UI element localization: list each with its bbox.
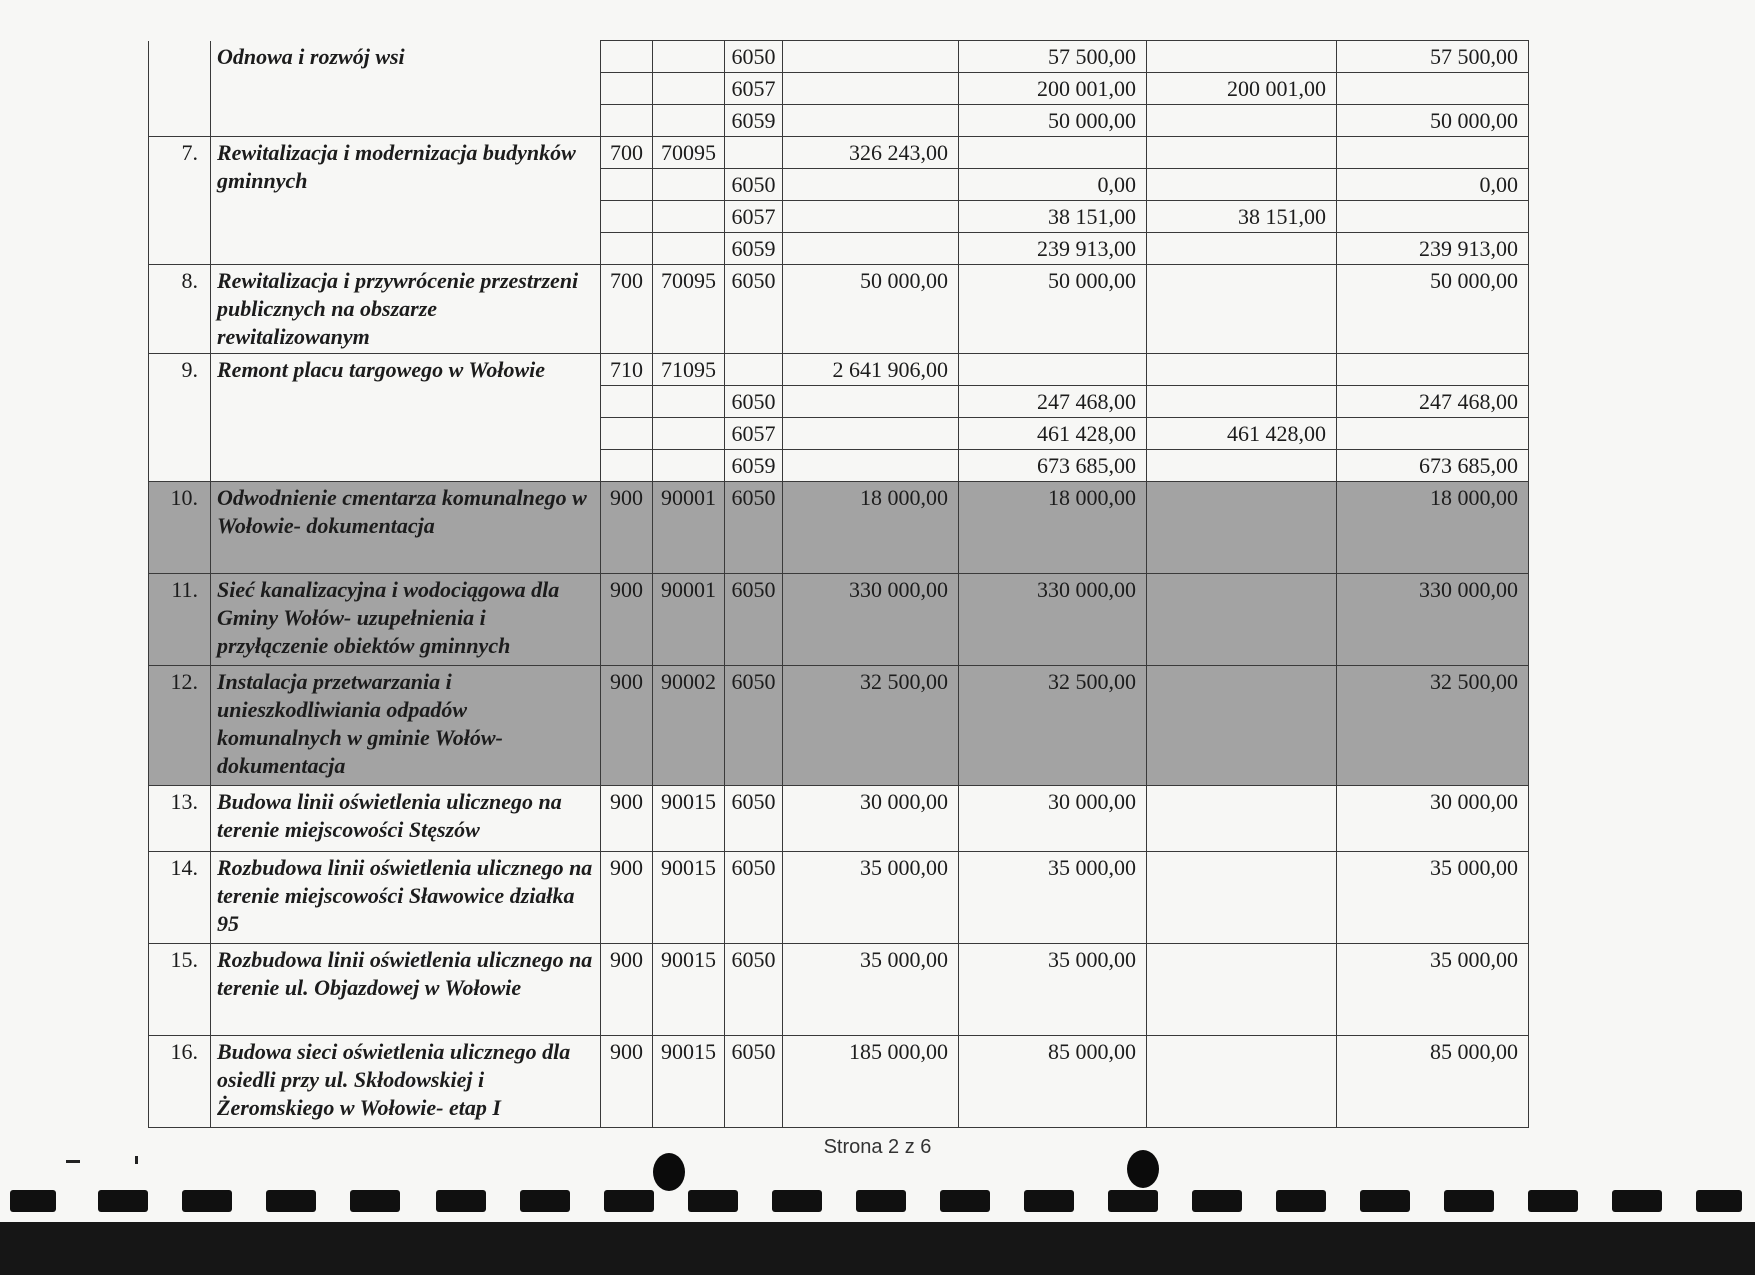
- own-funds-cell: 35 000,00: [1337, 852, 1529, 944]
- scan-mark: [135, 1156, 138, 1164]
- perforation-mark: [350, 1190, 400, 1212]
- row-number: 11.: [149, 574, 211, 666]
- dzial-cell: 900: [601, 574, 653, 666]
- own-funds-cell: 0,00: [1337, 169, 1529, 201]
- task-name: Sieć kanalizacyjna i wodociągowa dla Gminy Wołów- uzupełnienia i przyłączenie obiektów gminnych: [211, 574, 601, 666]
- total-value-cell: [783, 105, 959, 137]
- own-funds-cell: 673 685,00: [1337, 450, 1529, 482]
- row-number: 9.: [149, 354, 211, 482]
- plan-cell: 50 000,00: [959, 105, 1147, 137]
- own-funds-cell: [1337, 201, 1529, 233]
- plan-cell: 50 000,00: [959, 265, 1147, 354]
- total-value-cell: 50 000,00: [783, 265, 959, 354]
- paragraf-cell: 6057: [725, 201, 783, 233]
- plan-cell: 18 000,00: [959, 482, 1147, 574]
- perforation-mark: [688, 1190, 738, 1212]
- dzial-cell: [601, 73, 653, 105]
- rozdzial-cell: [653, 73, 725, 105]
- dzial-cell: [601, 105, 653, 137]
- dzial-cell: 900: [601, 666, 653, 786]
- total-value-cell: 185 000,00: [783, 1036, 959, 1128]
- paragraf-cell: [725, 137, 783, 169]
- perforation-mark: [1696, 1190, 1742, 1212]
- table-row: [149, 265, 1529, 354]
- table-row: [149, 41, 1529, 73]
- table-row: [149, 482, 1529, 574]
- dzial-cell: [601, 450, 653, 482]
- grant-cell: [1147, 386, 1337, 418]
- row-number: 15.: [149, 944, 211, 1036]
- dzial-cell: 900: [601, 944, 653, 1036]
- paragraf-cell: 6059: [725, 105, 783, 137]
- paragraf-cell: 6050: [725, 574, 783, 666]
- rozdzial-cell: 90001: [653, 482, 725, 574]
- dzial-cell: [601, 233, 653, 265]
- total-value-cell: 35 000,00: [783, 852, 959, 944]
- table-row: [149, 786, 1529, 852]
- grant-cell: [1147, 482, 1337, 574]
- plan-cell: 35 000,00: [959, 852, 1147, 944]
- table-row: [149, 852, 1529, 944]
- rozdzial-cell: [653, 105, 725, 137]
- plan-cell: 247 468,00: [959, 386, 1147, 418]
- perforation-mark: [1360, 1190, 1410, 1212]
- rozdzial-cell: 90002: [653, 666, 725, 786]
- table-row: [149, 354, 1529, 386]
- rozdzial-cell: [653, 169, 725, 201]
- grant-cell: 200 001,00: [1147, 73, 1337, 105]
- punch-hole: [653, 1153, 685, 1191]
- plan-cell: 461 428,00: [959, 418, 1147, 450]
- perforation-mark: [436, 1190, 486, 1212]
- plan-cell: 57 500,00: [959, 41, 1147, 73]
- total-value-cell: 32 500,00: [783, 666, 959, 786]
- own-funds-cell: 50 000,00: [1337, 265, 1529, 354]
- grant-cell: [1147, 450, 1337, 482]
- page-number: Strona 2 z 6: [823, 1136, 932, 1158]
- own-funds-cell: 35 000,00: [1337, 944, 1529, 1036]
- plan-cell: 35 000,00: [959, 944, 1147, 1036]
- dzial-cell: 710: [601, 354, 653, 386]
- perforation-mark: [1192, 1190, 1242, 1212]
- paragraf-cell: 6050: [725, 1036, 783, 1128]
- dzial-cell: [601, 169, 653, 201]
- rozdzial-cell: 90015: [653, 944, 725, 1036]
- row-number: 16.: [149, 1036, 211, 1128]
- perforation-mark: [772, 1190, 822, 1212]
- own-funds-cell: [1337, 418, 1529, 450]
- rozdzial-cell: [653, 418, 725, 450]
- rozdzial-cell: 70095: [653, 137, 725, 169]
- paragraf-cell: 6050: [725, 169, 783, 201]
- table-row: [149, 574, 1529, 666]
- grant-cell: [1147, 944, 1337, 1036]
- total-value-cell: [783, 418, 959, 450]
- rozdzial-cell: 90015: [653, 852, 725, 944]
- paragraf-cell: 6050: [725, 265, 783, 354]
- punch-hole: [1127, 1150, 1159, 1188]
- total-value-cell: 326 243,00: [783, 137, 959, 169]
- task-name: Rozbudowa linii oświetlenia ulicznego na terenie ul. Objazdowej w Wołowie: [211, 944, 601, 1036]
- total-value-cell: 2 641 906,00: [783, 354, 959, 386]
- dzial-cell: 700: [601, 137, 653, 169]
- paragraf-cell: 6057: [725, 418, 783, 450]
- plan-cell: 30 000,00: [959, 786, 1147, 852]
- task-name: Rewitalizacja i przywrócenie przestrzeni publicznych na obszarze rewitalizowanym: [211, 265, 601, 354]
- grant-cell: [1147, 169, 1337, 201]
- grant-cell: [1147, 852, 1337, 944]
- plan-cell: [959, 137, 1147, 169]
- rozdzial-cell: 90015: [653, 786, 725, 852]
- own-funds-cell: [1337, 354, 1529, 386]
- row-number: 14.: [149, 852, 211, 944]
- paragraf-cell: 6050: [725, 852, 783, 944]
- row-number: 10.: [149, 482, 211, 574]
- dzial-cell: [601, 201, 653, 233]
- rozdzial-cell: [653, 233, 725, 265]
- scan-bottom-edge: [0, 1222, 1755, 1275]
- own-funds-cell: [1337, 137, 1529, 169]
- total-value-cell: [783, 41, 959, 73]
- grant-cell: [1147, 105, 1337, 137]
- dzial-cell: [601, 386, 653, 418]
- grant-cell: [1147, 786, 1337, 852]
- own-funds-cell: 30 000,00: [1337, 786, 1529, 852]
- plan-cell: [959, 354, 1147, 386]
- total-value-cell: [783, 450, 959, 482]
- dzial-cell: 900: [601, 1036, 653, 1128]
- total-value-cell: 18 000,00: [783, 482, 959, 574]
- task-name: Remont placu targowego w Wołowie: [211, 354, 601, 482]
- perforation-mark: [266, 1190, 316, 1212]
- own-funds-cell: 32 500,00: [1337, 666, 1529, 786]
- row-number: 8.: [149, 265, 211, 354]
- perforation-strip: [0, 1190, 1755, 1220]
- rozdzial-cell: 70095: [653, 265, 725, 354]
- grant-cell: [1147, 41, 1337, 73]
- perforation-mark: [1276, 1190, 1326, 1212]
- total-value-cell: [783, 169, 959, 201]
- plan-cell: 0,00: [959, 169, 1147, 201]
- task-name: Budowa linii oświetlenia ulicznego na terenie miejscowości Stęszów: [211, 786, 601, 852]
- dzial-cell: [601, 418, 653, 450]
- rozdzial-cell: [653, 41, 725, 73]
- paragraf-cell: [725, 354, 783, 386]
- paragraf-cell: 6050: [725, 944, 783, 1036]
- perforation-mark: [1528, 1190, 1578, 1212]
- table-row: [149, 944, 1529, 1036]
- dzial-cell: 900: [601, 482, 653, 574]
- row-number: 7.: [149, 137, 211, 265]
- perforation-mark: [1024, 1190, 1074, 1212]
- dzial-cell: 900: [601, 852, 653, 944]
- rozdzial-cell: [653, 450, 725, 482]
- task-name: Budowa sieci oświetlenia ulicznego dla osiedli przy ul. Skłodowskiej i Żeromskiego w Wołowie- etap I: [211, 1036, 601, 1128]
- own-funds-cell: 330 000,00: [1337, 574, 1529, 666]
- paragraf-cell: 6050: [725, 786, 783, 852]
- total-value-cell: [783, 386, 959, 418]
- total-value-cell: 30 000,00: [783, 786, 959, 852]
- perforation-mark: [182, 1190, 232, 1212]
- row-number: 12.: [149, 666, 211, 786]
- grant-cell: [1147, 137, 1337, 169]
- dzial-cell: 700: [601, 265, 653, 354]
- task-name: Odwodnienie cmentarza komunalnego w Wołowie- dokumentacja: [211, 482, 601, 574]
- plan-cell: 38 151,00: [959, 201, 1147, 233]
- perforation-mark: [1108, 1190, 1158, 1212]
- plan-cell: 200 001,00: [959, 73, 1147, 105]
- total-value-cell: 35 000,00: [783, 944, 959, 1036]
- total-value-cell: 330 000,00: [783, 574, 959, 666]
- task-name: Odnowa i rozwój wsi: [211, 41, 601, 137]
- grant-cell: 461 428,00: [1147, 418, 1337, 450]
- total-value-cell: [783, 201, 959, 233]
- paragraf-cell: 6057: [725, 73, 783, 105]
- row-number: 13.: [149, 786, 211, 852]
- paragraf-cell: 6050: [725, 666, 783, 786]
- paragraf-cell: 6050: [725, 482, 783, 574]
- plan-cell: 239 913,00: [959, 233, 1147, 265]
- table-row: [149, 666, 1529, 786]
- table-row: [149, 1036, 1529, 1128]
- perforation-mark: [604, 1190, 654, 1212]
- own-funds-cell: 50 000,00: [1337, 105, 1529, 137]
- grant-cell: [1147, 265, 1337, 354]
- paragraf-cell: 6050: [725, 41, 783, 73]
- task-name: Instalacja przetwarzania i unieszkodliwiania odpadów komunalnych w gminie Wołów- dokumentacja: [211, 666, 601, 786]
- paragraf-cell: 6050: [725, 386, 783, 418]
- total-value-cell: [783, 233, 959, 265]
- grant-cell: 38 151,00: [1147, 201, 1337, 233]
- plan-cell: 32 500,00: [959, 666, 1147, 786]
- grant-cell: [1147, 666, 1337, 786]
- perforation-mark: [520, 1190, 570, 1212]
- own-funds-cell: 239 913,00: [1337, 233, 1529, 265]
- paragraf-cell: 6059: [725, 450, 783, 482]
- task-name: Rozbudowa linii oświetlenia ulicznego na terenie miejscowości Sławowice działka 95: [211, 852, 601, 944]
- perforation-mark: [98, 1190, 148, 1212]
- total-value-cell: [783, 73, 959, 105]
- dzial-cell: [601, 41, 653, 73]
- own-funds-cell: 85 000,00: [1337, 1036, 1529, 1128]
- rozdzial-cell: 90015: [653, 1036, 725, 1128]
- table-row: [149, 137, 1529, 169]
- own-funds-cell: 18 000,00: [1337, 482, 1529, 574]
- rozdzial-cell: 90001: [653, 574, 725, 666]
- grant-cell: [1147, 233, 1337, 265]
- own-funds-cell: 247 468,00: [1337, 386, 1529, 418]
- perforation-mark: [940, 1190, 990, 1212]
- task-name: Rewitalizacja i modernizacja budynków gminnych: [211, 137, 601, 265]
- perforation-mark: [10, 1190, 56, 1212]
- own-funds-cell: 57 500,00: [1337, 41, 1529, 73]
- perforation-mark: [1612, 1190, 1662, 1212]
- rozdzial-cell: [653, 201, 725, 233]
- perforation-mark: [1444, 1190, 1494, 1212]
- rozdzial-cell: 71095: [653, 354, 725, 386]
- plan-cell: 330 000,00: [959, 574, 1147, 666]
- dzial-cell: 900: [601, 786, 653, 852]
- grant-cell: [1147, 1036, 1337, 1128]
- rozdzial-cell: [653, 386, 725, 418]
- plan-cell: 673 685,00: [959, 450, 1147, 482]
- own-funds-cell: [1337, 73, 1529, 105]
- investment-table: [148, 40, 1529, 1128]
- row-number: [149, 41, 211, 137]
- paragraf-cell: 6059: [725, 233, 783, 265]
- perforation-mark: [856, 1190, 906, 1212]
- grant-cell: [1147, 574, 1337, 666]
- scan-mark: [66, 1160, 80, 1163]
- plan-cell: 85 000,00: [959, 1036, 1147, 1128]
- grant-cell: [1147, 354, 1337, 386]
